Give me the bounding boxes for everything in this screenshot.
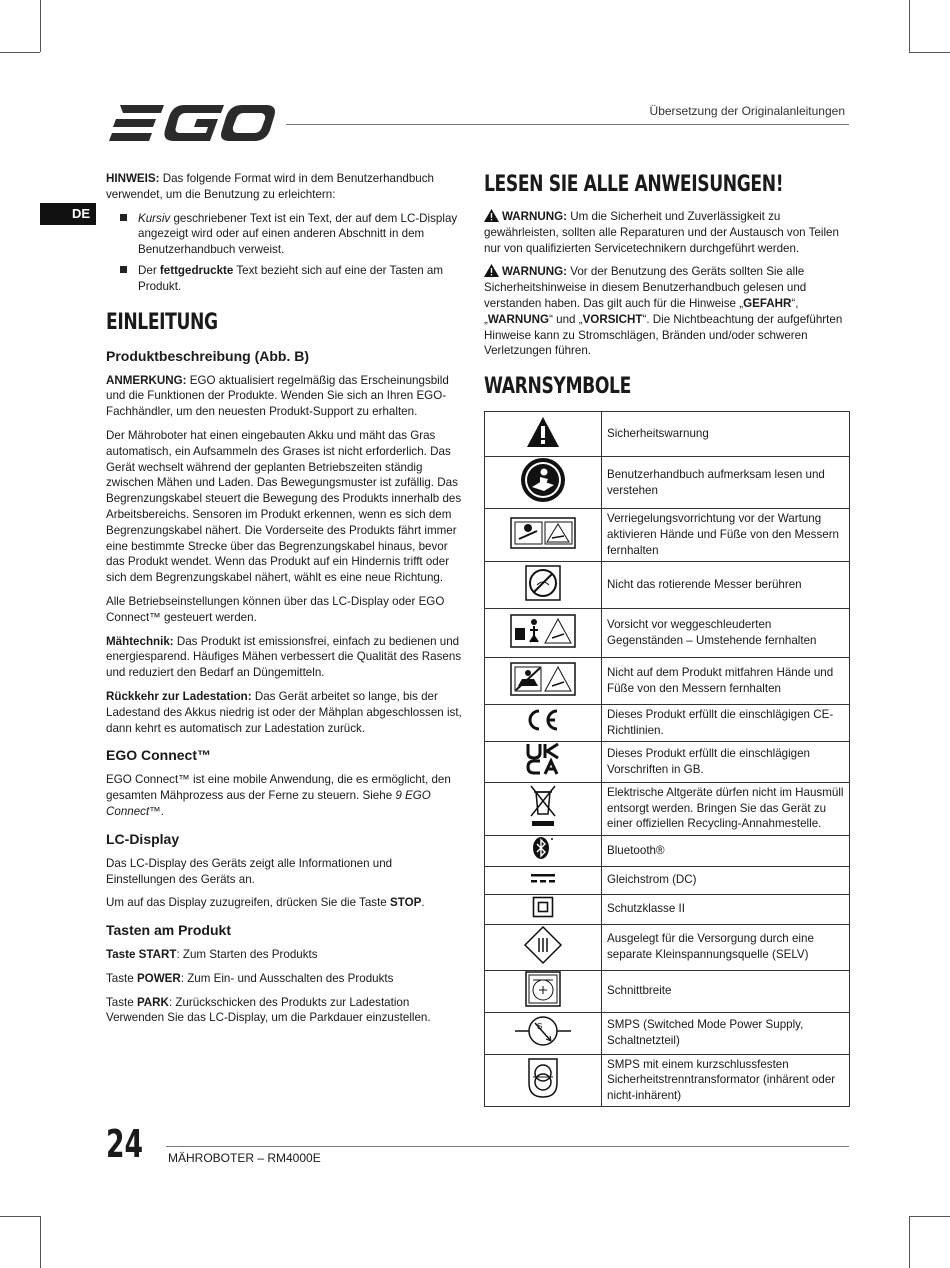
symbol-cell <box>485 835 602 866</box>
weee-bin-icon <box>528 784 558 828</box>
mow-text: Das Produkt ist emissionsfrei, einfach zu bedienen und energiesparend. Häufiges Mähen verbessert die Qualität des Rasens und reduziert den Bedarf an Düngemitteln. <box>106 634 462 680</box>
symbol-description: Ausgelegt für die Versorgung durch eine separate Kleinspannungsquelle (SELV) <box>602 924 850 970</box>
symbol-description: Sicherheitswarnung <box>602 412 850 457</box>
bullet-icon <box>120 214 127 221</box>
symbol-description: SMPS mit einem kurzschlussfesten Sicherheitstrenntransformator (inhärent oder nicht-inhärent) <box>602 1054 850 1106</box>
power-key-paragraph <box>106 971 464 987</box>
vorsicht-term: VORSICHT <box>582 312 643 326</box>
smps-icon <box>513 1013 573 1049</box>
read-instructions-heading: LESEN SIE ALLE ANWEISUNGEN! <box>484 172 784 197</box>
lockout-icon <box>510 517 576 549</box>
short-circuit-proof-transformer-icon <box>527 1057 559 1099</box>
park-key-label: PARK <box>136 995 169 1009</box>
header-rule <box>286 124 849 125</box>
mow-paragraph <box>106 634 464 681</box>
connect-text: EGO Connect™ ist eine mobile Anwendung, die es ermöglicht, den gesamten Mähprozess aus der Ferne zu steuern. Siehe <box>106 773 451 803</box>
symbol-cell <box>485 970 602 1012</box>
dc-current-icon <box>530 871 556 885</box>
table-row <box>485 457 850 509</box>
symbol-cell <box>485 412 602 457</box>
symbol-description: Nicht auf dem Produkt mitfahren Hände und Füße von den Messern fernhalten <box>602 657 850 704</box>
park-key-prefix: Taste <box>106 995 137 1009</box>
crop-mark <box>0 52 40 53</box>
format-list <box>106 211 464 295</box>
list-item <box>106 263 464 295</box>
bluetooth-icon <box>532 836 554 860</box>
warning-triangle-icon <box>484 209 499 222</box>
no-touch-blade-icon <box>525 565 561 601</box>
warning-triangle-icon <box>484 264 499 277</box>
italic-term: Kursiv <box>138 211 171 225</box>
warning-label: WARNUNG: <box>502 210 568 223</box>
symbol-cell <box>485 924 602 970</box>
table-row <box>485 835 850 866</box>
lcd-paragraph: Das LC-Display des Geräts zeigt alle Informationen und Einstellungen des Geräts an. <box>106 856 393 886</box>
symbol-cell <box>485 1054 602 1106</box>
symbol-cell <box>485 508 602 561</box>
list-item-text: Text bezieht sich auf eine der Tasten am Produkt. <box>138 263 444 293</box>
mow-label: Mähtechnik: <box>106 634 174 648</box>
connect-reference: 9 EGO Connect™ <box>106 789 431 818</box>
symbol-cell <box>485 782 602 835</box>
lcd-access-paragraph <box>106 895 464 911</box>
table-row <box>485 782 850 835</box>
bold-term: fettgedruckte <box>159 263 234 277</box>
symbol-description: Elektrische Altgeräte dürfen nicht im Hausmüll entsorgt werden. Bringen Sie das Gerät zu einer offiziellen Recycling-Annahmestelle. <box>602 782 850 835</box>
warning-text: “, „ <box>484 296 799 326</box>
table-row <box>485 657 850 704</box>
crop-mark <box>909 52 950 53</box>
class-ii-icon <box>532 896 554 918</box>
footer-rule <box>166 1146 849 1147</box>
lcd-access-end: . <box>421 896 425 910</box>
note-paragraph <box>106 171 464 203</box>
svg-text:S: S <box>537 1021 543 1031</box>
header-subtitle: Übersetzung der Originalanleitungen <box>649 104 845 118</box>
return-label: Rückkehr zur Ladestation: <box>106 689 252 703</box>
return-text: Das Gerät arbeitet so lange, bis der Ladestand des Akkus niedrig ist oder der Mähplan abgeschlossen ist, dann kehrt es automatisch zur Ladestation zurück. <box>106 689 462 735</box>
list-item-text: Der <box>138 263 160 277</box>
start-key-paragraph <box>106 947 464 963</box>
symbol-cell <box>485 866 602 894</box>
ukca-mark-icon <box>525 742 561 776</box>
symbol-cell <box>485 561 602 608</box>
power-key-label: POWER <box>136 971 181 985</box>
connect-heading: EGO Connect™ <box>106 747 212 764</box>
language-badge: DE <box>40 203 96 225</box>
symbol-description: Nicht das rotierende Messer berühren <box>602 561 850 608</box>
read-manual-icon <box>520 457 566 503</box>
buttons-heading: Tasten am Produkt <box>106 922 231 939</box>
symbol-description: Vorsicht vor weggeschleuderten Gegenständen – Umstehende fernhalten <box>602 608 850 657</box>
intro-heading: EINLEITUNG <box>106 309 218 335</box>
table-row <box>485 561 850 608</box>
ego-logo <box>106 103 276 143</box>
list-item <box>106 211 464 258</box>
warning-symbols-table <box>484 411 850 1107</box>
stop-key-label: STOP <box>389 896 422 910</box>
symbol-description: SMPS (Switched Mode Power Supply, Schaltnetzteil) <box>602 1012 850 1054</box>
ce-mark-icon <box>523 708 563 732</box>
symbol-cell <box>485 457 602 509</box>
crop-mark <box>40 1216 41 1268</box>
list-item-text: geschriebener Text ist ein Text, der auf dem LC-Display angezeigt wird oder auf einen anderen Abschnitt in dem Benutzerhandbuch verweist. <box>138 211 458 257</box>
remark-label: ANMERKUNG: <box>106 373 187 387</box>
symbol-cell <box>485 1012 602 1054</box>
symbol-description: Verriegelungsvorrichtung vor der Wartung aktivieren Hände und Füße von den Messern fernhalten <box>602 508 850 561</box>
bullet-icon <box>120 266 127 273</box>
thrown-objects-icon <box>510 614 576 648</box>
table-row <box>485 970 850 1012</box>
symbol-description: Schutzklasse II <box>602 894 850 924</box>
warnung-term: WARNUNG <box>487 312 550 326</box>
robot-paragraph: Der Mähroboter hat einen eingebauten Akku und mäht das Gras automatisch, ein Aufsammeln des Grases ist nicht erforderlich. Das Gerät wechselt während der geplanten Betriebszeiten ständig zwischen Mähen und Laden. Das Bewegungsmuster ist zufällig. Das Begrenzungskabel steuert die Bewegung des Produkts innerhalb des Arbeitsbereichs. Sensoren im Produkt erkennen, wenn es sich dem Begrenzungskabel nähert. Die Vorderseite des Produkts fährt immer eine bestimmte Strecke über das Begrenzungskabel hinaus, bevor das Produkt wendet. Wenn das Produkt auf ein Hindernis trifft oder sich dem Begrenzungskabel nähert, wählt es eine neue Richtung. <box>106 428 462 585</box>
crop-mark <box>40 0 41 52</box>
symbol-cell <box>485 894 602 924</box>
lcd-heading: LC-Display <box>106 830 180 847</box>
symbol-description: Gleichstrom (DC) <box>602 866 850 894</box>
table-row <box>485 924 850 970</box>
warning-paragraph-1 <box>484 209 850 256</box>
park-key-paragraph <box>106 995 464 1027</box>
page-number: 24 <box>106 1122 144 1166</box>
table-row <box>485 412 850 457</box>
connect-paragraph <box>106 772 464 819</box>
start-key-text: : Zum Starten des Produkts <box>176 948 318 962</box>
warning-paragraph-2 <box>484 264 850 359</box>
table-row <box>485 508 850 561</box>
note-label: HINWEIS: <box>106 172 160 185</box>
warning-symbols-heading: WARNSYMBOLE <box>484 374 631 400</box>
gefahr-term: GEFAHR <box>743 296 792 310</box>
table-row <box>485 1012 850 1054</box>
table-row <box>485 704 850 741</box>
symbol-description: Dieses Produkt erfüllt die einschlägigen CE-Richtlinien. <box>602 704 850 741</box>
warning-label: WARNUNG: <box>502 265 568 279</box>
footer-product: MÄHROBOTER – RM4000E <box>168 1151 321 1165</box>
power-key-text: : Zum Ein- und Ausschalten des Produkts <box>180 971 394 985</box>
table-row <box>485 741 850 782</box>
power-key-prefix: Taste <box>106 971 137 985</box>
return-paragraph <box>106 689 464 736</box>
settings-paragraph: Alle Betriebseinstellungen können über das LC-Display oder EGO Connect™ gesteuert werden. <box>106 594 445 624</box>
symbol-description: Dieses Produkt erfüllt die einschlägigen Vorschriften in GB. <box>602 741 850 782</box>
lcd-access-text: Um auf das Display zuzugreifen, drücken Sie die Taste <box>106 896 390 910</box>
note-text: Das folgende Format wird in dem Benutzerhandbuch verwendet, um die Benutzung zu erleichtern: <box>106 172 435 201</box>
table-row <box>485 894 850 924</box>
warning-text: Vor der Benutzung des Geräts sollten Sie alle Sicherheitshinweise in diesem Benutzerhandbuch gelesen und verstanden haben. Das gilt auch für die Hinweise „ <box>484 265 807 310</box>
selv-icon <box>523 925 563 965</box>
symbol-description: Bluetooth® <box>602 835 850 866</box>
crop-mark <box>909 1216 910 1268</box>
remark-paragraph <box>106 373 464 420</box>
left-column <box>106 171 464 1034</box>
warning-text: Um die Sicherheit und Zuverlässigkeit zu gewährleisten, sollten alle Reparaturen und der Austausch von Teilen nur von qualifizierten Servicetechnikern durchgeführt werden. <box>484 210 839 255</box>
table-row <box>485 866 850 894</box>
right-column <box>484 171 850 1107</box>
crop-mark <box>0 1216 40 1217</box>
table-row <box>485 1054 850 1106</box>
start-key-label: Taste START <box>106 948 177 962</box>
safety-alert-icon <box>526 416 560 448</box>
crop-mark <box>909 0 910 52</box>
symbol-description: Schnittbreite <box>602 970 850 1012</box>
connect-end: . <box>160 804 165 818</box>
remark-text: EGO aktualisiert regelmäßig das Erscheinungsbild und die Funktionen der Produkte. Wenden Sie sich an Ihren EGO-Fachhändler, um den neuesten Produkt-Support zu erhalten. <box>106 373 449 419</box>
warning-text: “. Die Nichtbeachtung der aufgeführten Hinweise kann zu Stromschlägen, Bränden und/oder schweren Verletzungen führen. <box>484 312 843 358</box>
symbol-cell <box>485 741 602 782</box>
symbol-cell <box>485 608 602 657</box>
park-key-text: : Zurückschicken des Produkts zur Ladestation Verwenden Sie das LC-Display, um die Parkdauer einzustellen. <box>106 995 431 1025</box>
symbol-cell <box>485 704 602 741</box>
symbol-description: Benutzerhandbuch aufmerksam lesen und verstehen <box>602 457 850 509</box>
cutting-width-icon <box>525 971 561 1007</box>
crop-mark <box>909 1216 950 1217</box>
no-riding-icon <box>510 662 576 696</box>
symbol-cell <box>485 657 602 704</box>
table-row <box>485 608 850 657</box>
product-desc-heading: Produktbeschreibung (Abb. B) <box>106 347 309 364</box>
warning-text: “ und „ <box>549 312 583 326</box>
